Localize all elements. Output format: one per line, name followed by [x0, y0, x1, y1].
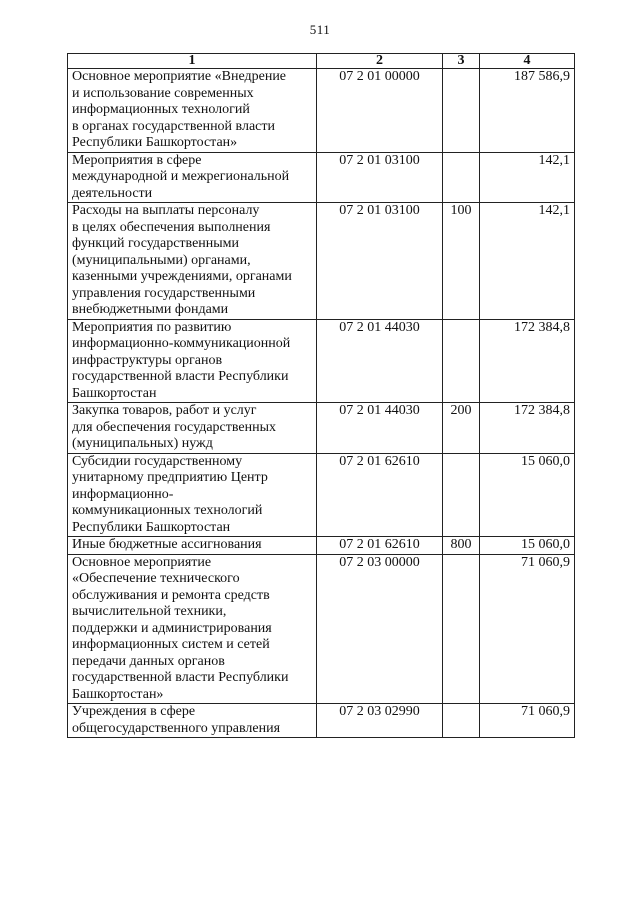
row-amount: 142,1 — [480, 152, 575, 203]
budget-table — [67, 53, 575, 738]
row-description — [68, 203, 317, 320]
row-code: 07 2 01 44030 — [317, 403, 443, 454]
row-expense-type — [443, 69, 480, 153]
column-header-description: 1 — [68, 54, 317, 69]
row-amount: 187 586,9 — [480, 69, 575, 153]
row-amount: 15 060,0 — [480, 537, 575, 555]
row-expense-type — [443, 319, 480, 403]
row-expense-type — [443, 554, 480, 704]
row-code: 07 2 03 00000 — [317, 554, 443, 704]
row-code: 07 2 01 44030 — [317, 319, 443, 403]
page-number: 511 — [309, 22, 331, 37]
row-expense-type — [443, 704, 480, 738]
row-amount: 172 384,8 — [480, 319, 575, 403]
table-row — [68, 69, 575, 153]
table-row — [68, 403, 575, 454]
row-description-text: Мероприятия в сфере международной и межрегиональной деятельности — [72, 152, 290, 201]
table-row — [68, 152, 575, 203]
row-description — [68, 554, 317, 704]
table-row — [68, 554, 575, 704]
table-row — [68, 319, 575, 403]
column-header-code: 2 — [317, 54, 443, 69]
row-expense-type — [443, 453, 480, 537]
table-row — [68, 453, 575, 537]
row-code: 07 2 03 02990 — [317, 704, 443, 738]
table-header-row — [68, 54, 575, 69]
table-row — [68, 704, 575, 738]
row-description — [68, 69, 317, 153]
row-amount: 172 384,8 — [480, 403, 575, 454]
row-description — [68, 403, 317, 454]
row-description-text: Расходы на выплаты персоналу в целях обеспечения выполнения функций государственными (муниципальными) органами, казенными учреждениями, органами управления государственными внебюджетными фондами — [72, 203, 292, 317]
row-expense-type — [443, 152, 480, 203]
row-description — [68, 152, 317, 203]
row-expense-type: 800 — [443, 537, 480, 555]
row-code: 07 2 01 62610 — [317, 537, 443, 555]
row-description — [68, 453, 317, 537]
row-description-text: Субсидии государственному унитарному предприятию Центр информационно- коммуникационных технологий Республики Башкортостан — [72, 453, 268, 535]
row-code: 07 2 01 62610 — [317, 453, 443, 537]
row-description-text: Учреждения в сфере общегосударственного управления — [72, 704, 281, 736]
row-description — [68, 319, 317, 403]
row-expense-type: 200 — [443, 403, 480, 454]
row-expense-type: 100 — [443, 203, 480, 320]
table-row — [68, 203, 575, 320]
row-description — [68, 704, 317, 738]
row-amount: 71 060,9 — [480, 554, 575, 704]
row-description-text: Мероприятия по развитию информационно-коммуникационной инфраструктуры органов государственной власти Республики Башкортостан — [72, 319, 291, 401]
row-code: 07 2 01 00000 — [317, 69, 443, 153]
row-description-text: Закупка товаров, работ и услуг для обеспечения государственных (муниципальных) нужд — [72, 403, 276, 451]
row-code: 07 2 01 03100 — [317, 203, 443, 320]
row-amount: 142,1 — [480, 203, 575, 320]
row-description-text: Основное мероприятие «Обеспечение технического обслуживания и ремонта средств вычислительной техники, поддержки и администрирования информационных систем и сетей передачи данных органов государственной власти Республики Башкортостан» — [72, 554, 289, 702]
column-header-expense-type: 3 — [443, 54, 480, 69]
row-description-text: Иные бюджетные ассигнования — [72, 537, 262, 552]
row-amount: 71 060,9 — [480, 704, 575, 738]
table-row — [68, 537, 575, 555]
row-code: 07 2 01 03100 — [317, 152, 443, 203]
column-header-amount: 4 — [480, 54, 575, 69]
row-amount: 15 060,0 — [480, 453, 575, 537]
row-description-text: Основное мероприятие «Внедрение и использование современных информационных технологий в органах государственной власти Республики Башкортостан» — [72, 69, 287, 150]
row-description — [68, 537, 317, 555]
